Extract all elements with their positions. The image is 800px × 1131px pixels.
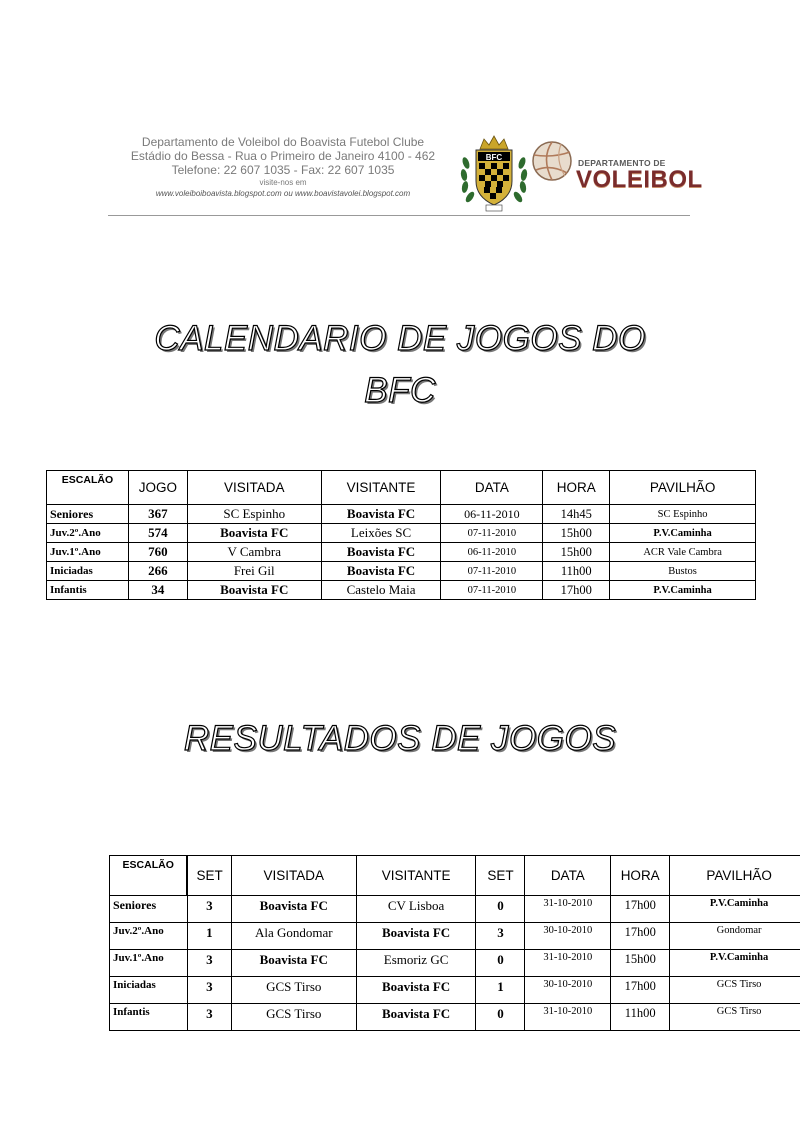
column-header: VISITANTE [321, 471, 441, 505]
set-away-cell: 3 [476, 923, 525, 950]
jogo-cell: 266 [128, 562, 187, 581]
escalao-cell: Iniciadas [110, 977, 188, 1004]
visitante-cell: CV Lisboa [356, 896, 476, 923]
visitante-cell: Boavista FC [356, 1004, 476, 1031]
pavilhao-cell: P.V.Caminha [610, 581, 756, 600]
jogo-cell: 367 [128, 505, 187, 524]
pavilhao-cell: Bustos [610, 562, 756, 581]
column-header: HORA [543, 471, 610, 505]
escalao-cell: Seniores [47, 505, 129, 524]
column-header: SET [187, 856, 231, 896]
calendar-title-line1: CALENDARIO DE JOGOS DO [154, 319, 646, 358]
letterhead-phone: Telefone: 22 607 1035 - Fax: 22 607 1035 [171, 163, 395, 177]
set-home-cell: 1 [187, 923, 231, 950]
data-cell: 07-11-2010 [441, 524, 543, 543]
calendar-header-row [47, 471, 756, 505]
visitante-cell: Boavista FC [321, 562, 441, 581]
results-header-row [110, 856, 800, 896]
visitante-cell: Boavista FC [356, 977, 476, 1004]
table-row [110, 896, 800, 923]
table-row [47, 524, 756, 543]
club-crest-logo [458, 133, 530, 213]
escalao-cell: Infantis [110, 1004, 188, 1031]
visitada-cell: Frei Gil [187, 562, 321, 581]
pavilhao-cell: P.V.Caminha [670, 896, 800, 923]
hora-cell: 15h00 [611, 950, 670, 977]
escalao-cell: Juv.2º.Ano [47, 524, 129, 543]
results-table [109, 855, 800, 1031]
table-row [110, 1004, 800, 1031]
set-home-cell: 3 [187, 950, 231, 977]
letterhead-visit: visite-nos em [259, 178, 307, 187]
visitada-cell: Boavista FC [187, 581, 321, 600]
column-header: DATA [525, 856, 611, 896]
escalao-cell: Juv.1º.Ano [47, 543, 129, 562]
hora-cell: 17h00 [611, 923, 670, 950]
pavilhao-cell: P.V.Caminha [670, 950, 800, 977]
hora-cell: 11h00 [543, 562, 610, 581]
column-header: PAVILHÃO [670, 856, 800, 896]
jogo-cell: 34 [128, 581, 187, 600]
data-cell: 07-11-2010 [441, 581, 543, 600]
escalao-cell: Juv.2º.Ano [110, 923, 188, 950]
letterhead-address: Estádio do Bessa - Rua o Primeiro de Janeiro 4100 - 462 [130, 149, 436, 163]
set-away-cell: 0 [476, 950, 525, 977]
visitante-cell: Esmoriz GC [356, 950, 476, 977]
hora-cell: 15h00 [543, 524, 610, 543]
volleyball-icon [531, 140, 573, 182]
visitada-cell: V Cambra [187, 543, 321, 562]
pavilhao-cell: Gondomar [670, 923, 800, 950]
table-row [47, 543, 756, 562]
hora-cell: 14h45 [543, 505, 610, 524]
set-home-cell: 3 [187, 977, 231, 1004]
visitante-cell: Castelo Maia [321, 581, 441, 600]
column-header: VISITANTE [356, 856, 476, 896]
data-cell: 30-10-2010 [525, 977, 611, 1004]
pavilhao-cell: P.V.Caminha [610, 524, 756, 543]
letterhead-websites: www.voleiboiboavista.blogspot.com ou www.boavistavolei.blogspot.com [155, 189, 411, 198]
calendar-title-line2: BFC [364, 371, 436, 410]
letterhead [118, 135, 448, 199]
visitada-cell: GCS Tirso [231, 977, 356, 1004]
visitante-cell: Boavista FC [321, 505, 441, 524]
header-divider [108, 215, 690, 216]
pavilhao-cell: GCS Tirso [670, 1004, 800, 1031]
escalao-cell: Juv.1º.Ano [110, 950, 188, 977]
table-row [47, 581, 756, 600]
set-home-cell: 3 [187, 1004, 231, 1031]
set-away-cell: 0 [476, 896, 525, 923]
column-header: PAVILHÃO [610, 471, 756, 505]
crest-initials: BFC [485, 153, 503, 162]
escalao-cell: Iniciadas [47, 562, 129, 581]
hora-cell: 15h00 [543, 543, 610, 562]
data-cell: 06-11-2010 [441, 543, 543, 562]
column-header: JOGO [128, 471, 187, 505]
calendar-title [0, 313, 800, 417]
jogo-cell: 760 [128, 543, 187, 562]
column-header: VISITADA [187, 471, 321, 505]
letterhead-department: Departamento de Voleibol do Boavista Futebol Clube [141, 135, 425, 149]
calendar-table [46, 470, 756, 600]
data-cell: 06-11-2010 [441, 505, 543, 524]
column-header: DATA [441, 471, 543, 505]
department-label: DEPARTAMENTO DE [578, 158, 666, 168]
table-row [47, 505, 756, 524]
visitada-cell: Boavista FC [231, 896, 356, 923]
data-cell: 07-11-2010 [441, 562, 543, 581]
set-home-cell: 3 [187, 896, 231, 923]
hora-cell: 17h00 [611, 977, 670, 1004]
column-header: VISITADA [231, 856, 356, 896]
visitada-cell: Boavista FC [231, 950, 356, 977]
results-title: RESULTADOS DE JOGOS [183, 719, 617, 758]
data-cell: 31-10-2010 [525, 896, 611, 923]
visitada-cell: Ala Gondomar [231, 923, 356, 950]
pavilhao-cell: SC Espinho [610, 505, 756, 524]
column-header: ESCALÃO [110, 856, 188, 896]
pavilhao-cell: GCS Tirso [670, 977, 800, 1004]
jogo-cell: 574 [128, 524, 187, 543]
table-row [47, 562, 756, 581]
escalao-cell: Seniores [110, 896, 188, 923]
column-header: SET [476, 856, 525, 896]
voleibol-logo-text: VOLEIBOL [576, 166, 703, 193]
escalao-cell: Infantis [47, 581, 129, 600]
visitante-cell: Boavista FC [356, 923, 476, 950]
visitada-cell: GCS Tirso [231, 1004, 356, 1031]
table-row [110, 977, 800, 1004]
visitada-cell: Boavista FC [187, 524, 321, 543]
visitante-cell: Boavista FC [321, 543, 441, 562]
set-away-cell: 1 [476, 977, 525, 1004]
pavilhao-cell: ACR Vale Cambra [610, 543, 756, 562]
table-row [110, 950, 800, 977]
column-header: ESCALÃO [47, 471, 129, 505]
data-cell: 31-10-2010 [525, 1004, 611, 1031]
hora-cell: 11h00 [611, 1004, 670, 1031]
data-cell: 31-10-2010 [525, 950, 611, 977]
hora-cell: 17h00 [611, 896, 670, 923]
visitada-cell: SC Espinho [187, 505, 321, 524]
data-cell: 30-10-2010 [525, 923, 611, 950]
set-away-cell: 0 [476, 1004, 525, 1031]
visitante-cell: Leixões SC [321, 524, 441, 543]
hora-cell: 17h00 [543, 581, 610, 600]
column-header: HORA [611, 856, 670, 896]
table-row [110, 923, 800, 950]
